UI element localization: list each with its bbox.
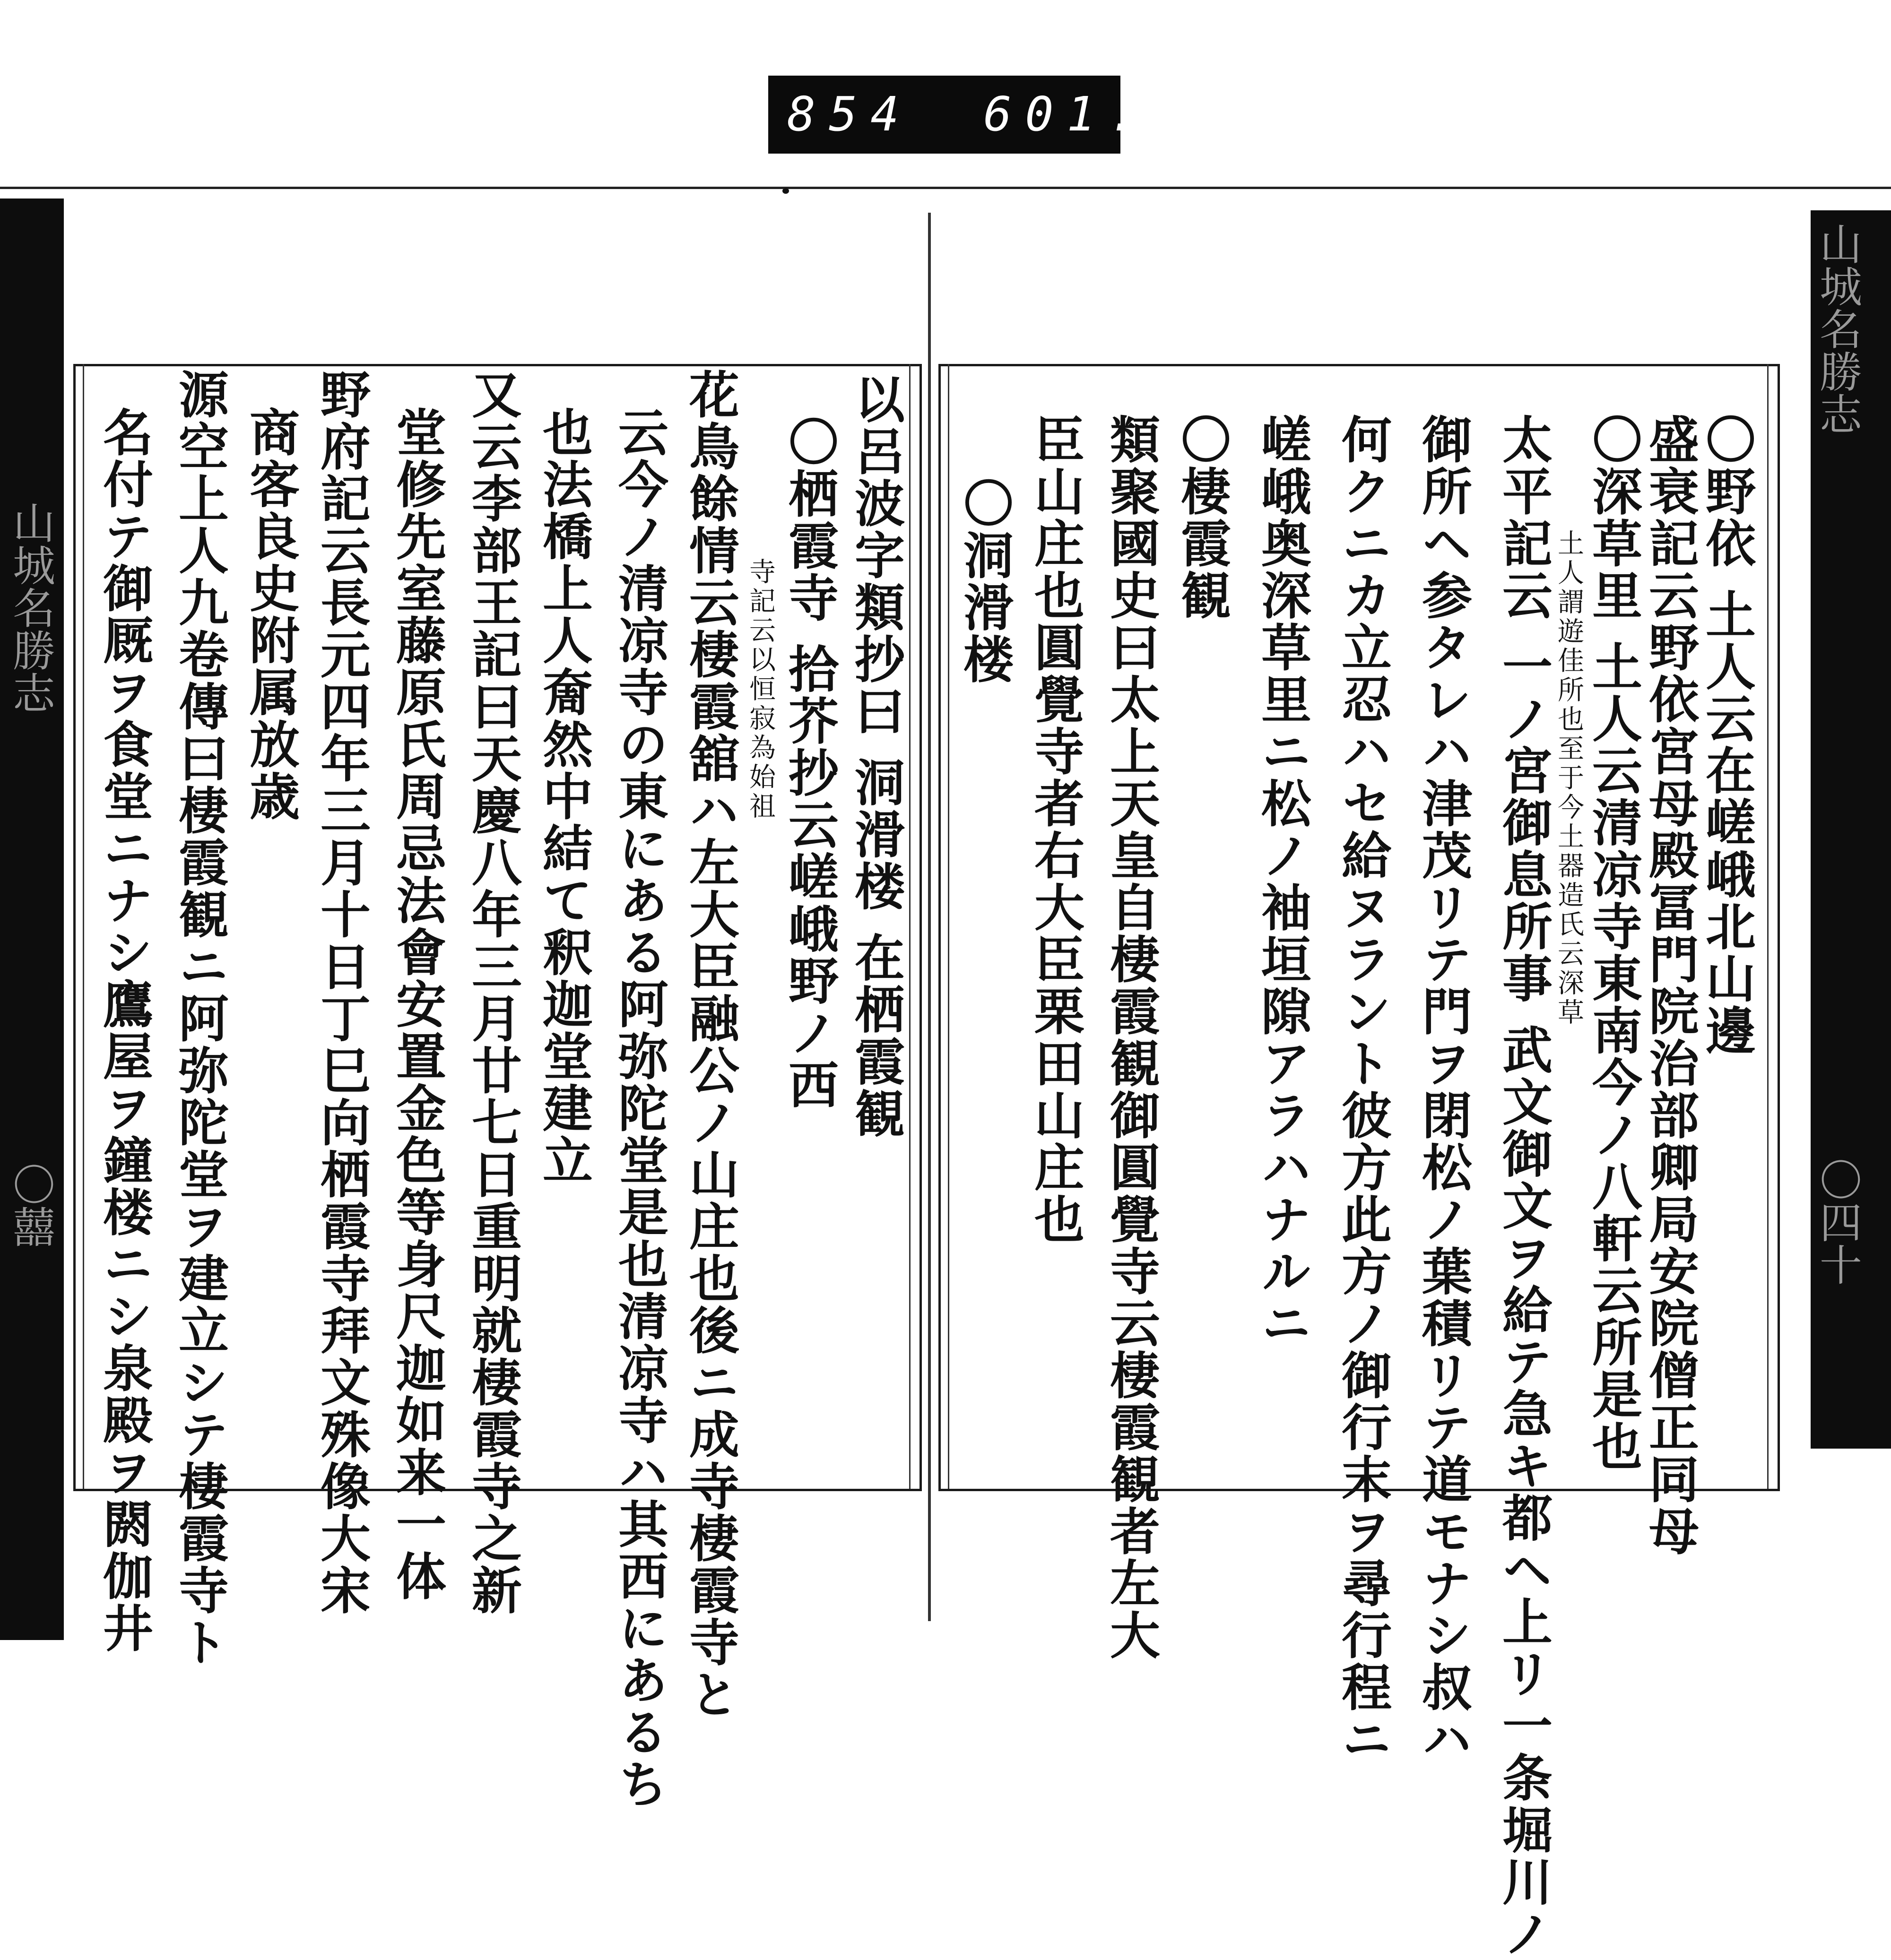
left-col-7: 又云李部王記曰天慶八年三月廿七日重明就棲霞寺之新 bbox=[464, 369, 523, 1616]
left-edge-title: 山城名勝志 bbox=[5, 501, 55, 714]
left-col-10: 商客良史附属放歳 bbox=[242, 406, 301, 822]
right-col-8: 嵯峨奥深草里ニ松ノ袖垣隙アラハナルニ bbox=[1253, 414, 1312, 1349]
left-col-1: 以呂波字類抄曰 洞滑楼 在栖霞観 bbox=[847, 373, 906, 1140]
right-col-10: 類聚國史曰太上天皇自棲霞観御圓覺寺云棲霞観者左大 bbox=[1102, 414, 1161, 1661]
left-col-3: 寺記云以恒寂為始祖 bbox=[745, 558, 776, 821]
left-col-8: 堂修先室藤原氏周忌法會安置金色等身尺迦如来一体 bbox=[388, 406, 447, 1602]
right-col-1: 〇野依 土人云在嵯峨北山邊 bbox=[1698, 414, 1757, 1057]
right-col-4: 土人謂遊佳所也至于今土器造氏云深草 bbox=[1553, 529, 1584, 1027]
left-edge-mark: 〇囍 bbox=[5, 1163, 55, 1248]
left-col-6: 也法橋上人奝然中結て釈迦堂建立 bbox=[535, 406, 594, 1186]
left-col-4: 花鳥餘情云棲霞舘ハ左大臣融公ノ山庄也後ニ成寺棲霞寺と bbox=[681, 369, 740, 1720]
right-col-9: 〇棲霞観 bbox=[1173, 414, 1232, 622]
right-col-7: 何クニカ立忍ハセ給ヌラント彼方此方ノ御行末ヲ尋行程ニ bbox=[1334, 414, 1393, 1765]
right-col-11: 臣山庄也圓覺寺者右大臣栗田山庄也 bbox=[1026, 414, 1085, 1245]
right-edge-title: 山城名勝志 bbox=[1812, 222, 1862, 435]
left-binding-edge bbox=[0, 199, 64, 1640]
catalog-label bbox=[768, 76, 1150, 154]
left-col-5: 云今ノ清凉寺の東にある阿弥陀堂是也清凉寺ハ其西にあるち bbox=[610, 406, 669, 1810]
book-spine bbox=[928, 213, 931, 1621]
right-edge-mark: 〇四十 bbox=[1812, 1158, 1862, 1286]
catalog-number-left: 854 bbox=[787, 86, 912, 142]
right-col-6: 御所ヘ参タレハ津茂リテ門ヲ閉松ノ葉積リテ道モナシ叔ハ bbox=[1414, 414, 1473, 1765]
page-top-edge bbox=[0, 187, 1891, 189]
left-col-9: 野府記云長元四年三月十日丁巳向栖霞寺拜文殊像大宋 bbox=[312, 369, 372, 1616]
right-col-5: 太平記云 一ノ宮御息所事 武文御文ヲ給テ急キ都ヘ上リ一条堀川ノ bbox=[1494, 414, 1553, 1960]
catalog-number-right: 601. bbox=[983, 86, 1150, 142]
left-col-2: 〇栖霞寺 拾芥抄云嵯峨野ノ西 bbox=[781, 416, 840, 1111]
left-col-11: 源空上人九卷傳曰棲霞観ニ阿弥陀堂ヲ建立シテ棲霞寺ト bbox=[171, 369, 230, 1668]
left-col-12: 名付テ御厩ヲ食堂ニナシ鷹屋ヲ鐘楼ニシ泉殿ヲ閼伽井 bbox=[95, 406, 154, 1654]
right-col-3: 〇深草里 土人云清凉寺東南今ノ八軒云所是也 bbox=[1584, 414, 1643, 1473]
ink-dot bbox=[782, 188, 789, 194]
right-col-2: 盛衰記云野依宮母殿冨門院治部卿局安院僧正同母 bbox=[1641, 414, 1700, 1557]
right-col-12: 〇洞滑楼 bbox=[955, 477, 1015, 685]
